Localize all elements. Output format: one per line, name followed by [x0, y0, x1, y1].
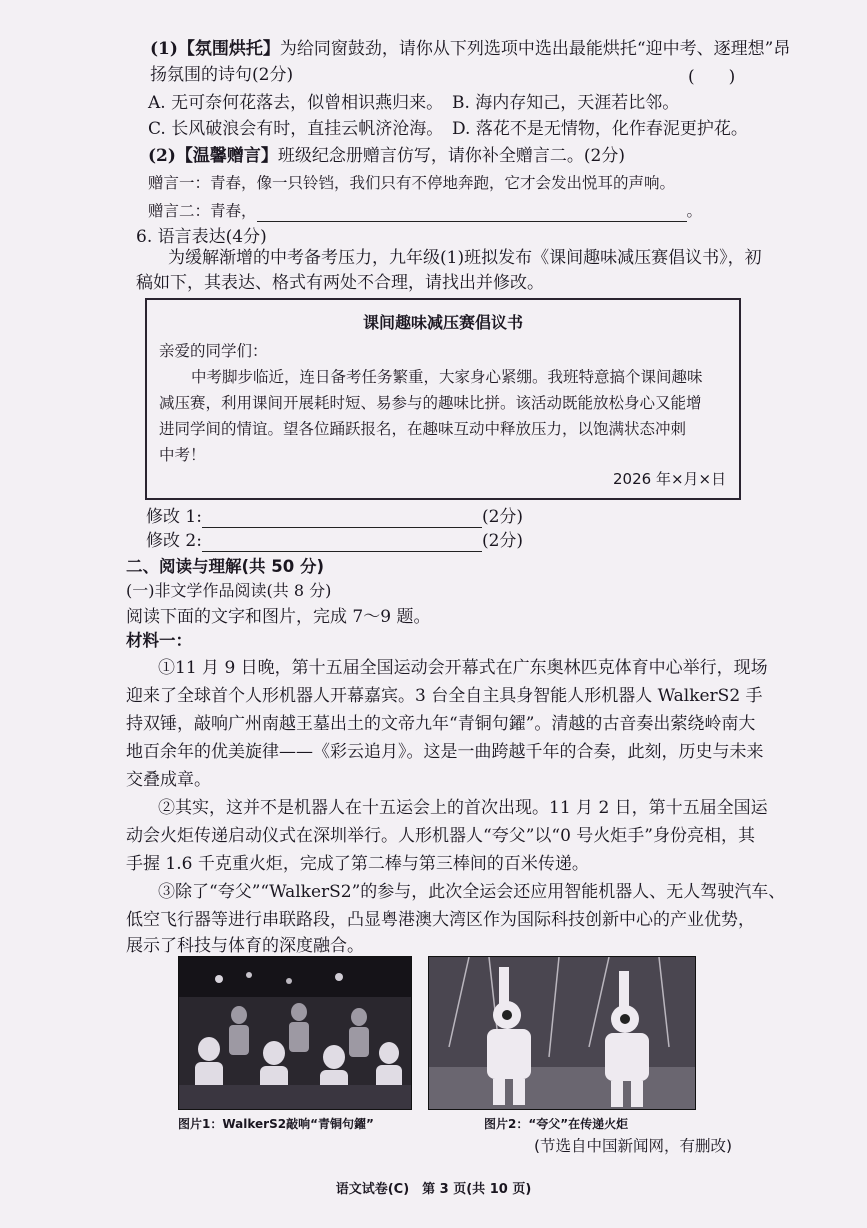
- page-footer: 语文试卷(C) 第 3 页(共 10 页): [335, 1182, 532, 1197]
- q5-part1-label: (1)【氛围烘托】: [150, 39, 280, 59]
- photo-2-caption: 图片2：“夸父”在传递火炬: [484, 1117, 629, 1131]
- subsection-heading: (一)非文学作品阅读(共 8 分): [126, 581, 332, 600]
- option-a: A. 无可奈何花落去，似曾相识燕归来。: [148, 93, 444, 113]
- para3-line2: 低空飞行器等进行串联路段，凸显粤港澳大湾区作为国际科技创新中心的产业优势，: [126, 910, 755, 930]
- fix-1-line: [146, 506, 523, 528]
- proposal-salutation: 亲爱的同学们：: [159, 342, 268, 360]
- proposal-body-3: 进同学间的情谊。望各位踊跃报名，在趣味互动中释放压力，以饱满状态冲刺: [159, 420, 687, 438]
- photo-kuafu-torch: [428, 956, 696, 1110]
- gift-two-prefix: 赠言二：青春，: [148, 202, 257, 220]
- gift-two-end: 。: [686, 202, 703, 220]
- q5-part2-line: [148, 145, 625, 167]
- fix-1-label: 修改 1:: [146, 507, 202, 527]
- fix-2-label: 修改 2:: [146, 531, 202, 551]
- q5-part2-label: (2)【温馨赠言】: [148, 146, 278, 166]
- fix-2-line: [146, 530, 523, 552]
- option-d: D. 落花不是无情物，化作春泥更护花。: [452, 119, 748, 139]
- proposal-body-4: 中考！: [159, 446, 206, 464]
- option-c: C. 长风破浪会有时，直挂云帆济沧海。: [148, 119, 444, 139]
- option-b: B. 海内存知己，天涯若比邻。: [452, 93, 680, 113]
- para2-line2: 动会火炬传递启动仪式在深圳举行。人形机器人“夸父”以“0 号火炬手”身份亮相，其: [126, 826, 755, 846]
- para1-line3: 持双锤，敲响广州南越王墓出土的文帝九年“青铜句鑃”。清越的古音奏出萦绕岭南大: [126, 714, 756, 734]
- section-heading: 二、阅读与理解(共 50 分): [126, 557, 325, 576]
- para3-line3: 展示了科技与体育的深度融合。: [126, 936, 364, 956]
- q5-part1-line: [150, 38, 790, 60]
- photo-1-caption: 图片1：WalkerS2敲响“青铜句鑃”: [178, 1117, 374, 1131]
- material-one-label: 材料一：: [126, 631, 192, 650]
- q5-part2-text: 班级纪念册赠言仿写，请你补全赠言二。(2分): [277, 146, 626, 166]
- reading-instruction: 阅读下面的文字和图片，完成 7～9 题。: [126, 607, 431, 627]
- proposal-title: 课间趣味减压赛倡议书: [362, 313, 523, 332]
- proposal-body-1: 中考脚步临近，连日备考任务繁重，大家身心紧绷。我班特意搞个课间趣味: [191, 368, 703, 386]
- gift-one: 赠言一：青春，像一只铃铛，我们只有不停地奔跑，它才会发出悦耳的声响。: [148, 174, 676, 192]
- para3-line1: ③除了“夸父”“WalkerS2”的参与，此次全运会还应用智能机器人、无人驾驶汽车、: [158, 882, 786, 902]
- para2-line3: 手握 1.6 千克重火炬，完成了第二棒与第三棒间的百米传递。: [126, 854, 589, 874]
- proposal-date: 2026 年×月×日: [613, 470, 727, 488]
- proposal-box: [145, 298, 741, 500]
- robot-torch-image: [429, 957, 695, 1109]
- proposal-body-2: 减压赛，利用课间开展耗时短、易参与的趣味比拼。该活动既能放松身心又能增: [159, 394, 702, 412]
- q5-part1-text2: 扬氛围的诗句(2分): [150, 65, 294, 85]
- fix-2-blank[interactable]: [202, 533, 482, 552]
- para2-line1: ②其实，这并不是机器人在十五运会上的首次出现。11 月 2 日，第十五届全国运: [158, 798, 768, 818]
- q6-intro-1: 为缓解渐增的中考备考压力，九年级(1)班拟发布《课间趣味减压赛倡议书》，初: [168, 248, 762, 268]
- gift-two-answer-blank[interactable]: [257, 203, 687, 222]
- q6-heading: 6. 语言表达(4分): [136, 227, 267, 247]
- gift-two-line: [148, 200, 702, 222]
- para1-line2: 迎来了全球首个人形机器人开幕嘉宾。3 台全自主具身智能人形机器人 WalkerS2 手: [126, 686, 763, 706]
- para1-line5: 交叠成章。: [126, 770, 211, 790]
- para1-line4: 地百余年的优美旋律——《彩云追月》。这是一曲跨越千年的合奏，此刻，历史与未来: [126, 742, 764, 762]
- photo-walkers2-bells: [178, 956, 412, 1110]
- para1-line1: ①11 月 9 日晚，第十五届全国运动会开幕式在广东奥林匹克体育中心举行，现场: [158, 658, 768, 678]
- q6-intro-2: 稿如下，其表达、格式有两处不合理，请找出并修改。: [136, 273, 544, 293]
- fix-2-score: (2分): [481, 531, 524, 551]
- robot-bells-image: [179, 957, 411, 1109]
- fix-1-score: (2分): [481, 507, 524, 527]
- answer-paren: ( ): [688, 67, 736, 87]
- q5-part1-text: 为给同窗鼓劲，请你从下列选项中选出最能烘托“迎中考、逐理想”昂: [279, 39, 791, 59]
- source-note: (节选自中国新闻网，有删改): [534, 1137, 733, 1155]
- fix-1-blank[interactable]: [202, 509, 482, 528]
